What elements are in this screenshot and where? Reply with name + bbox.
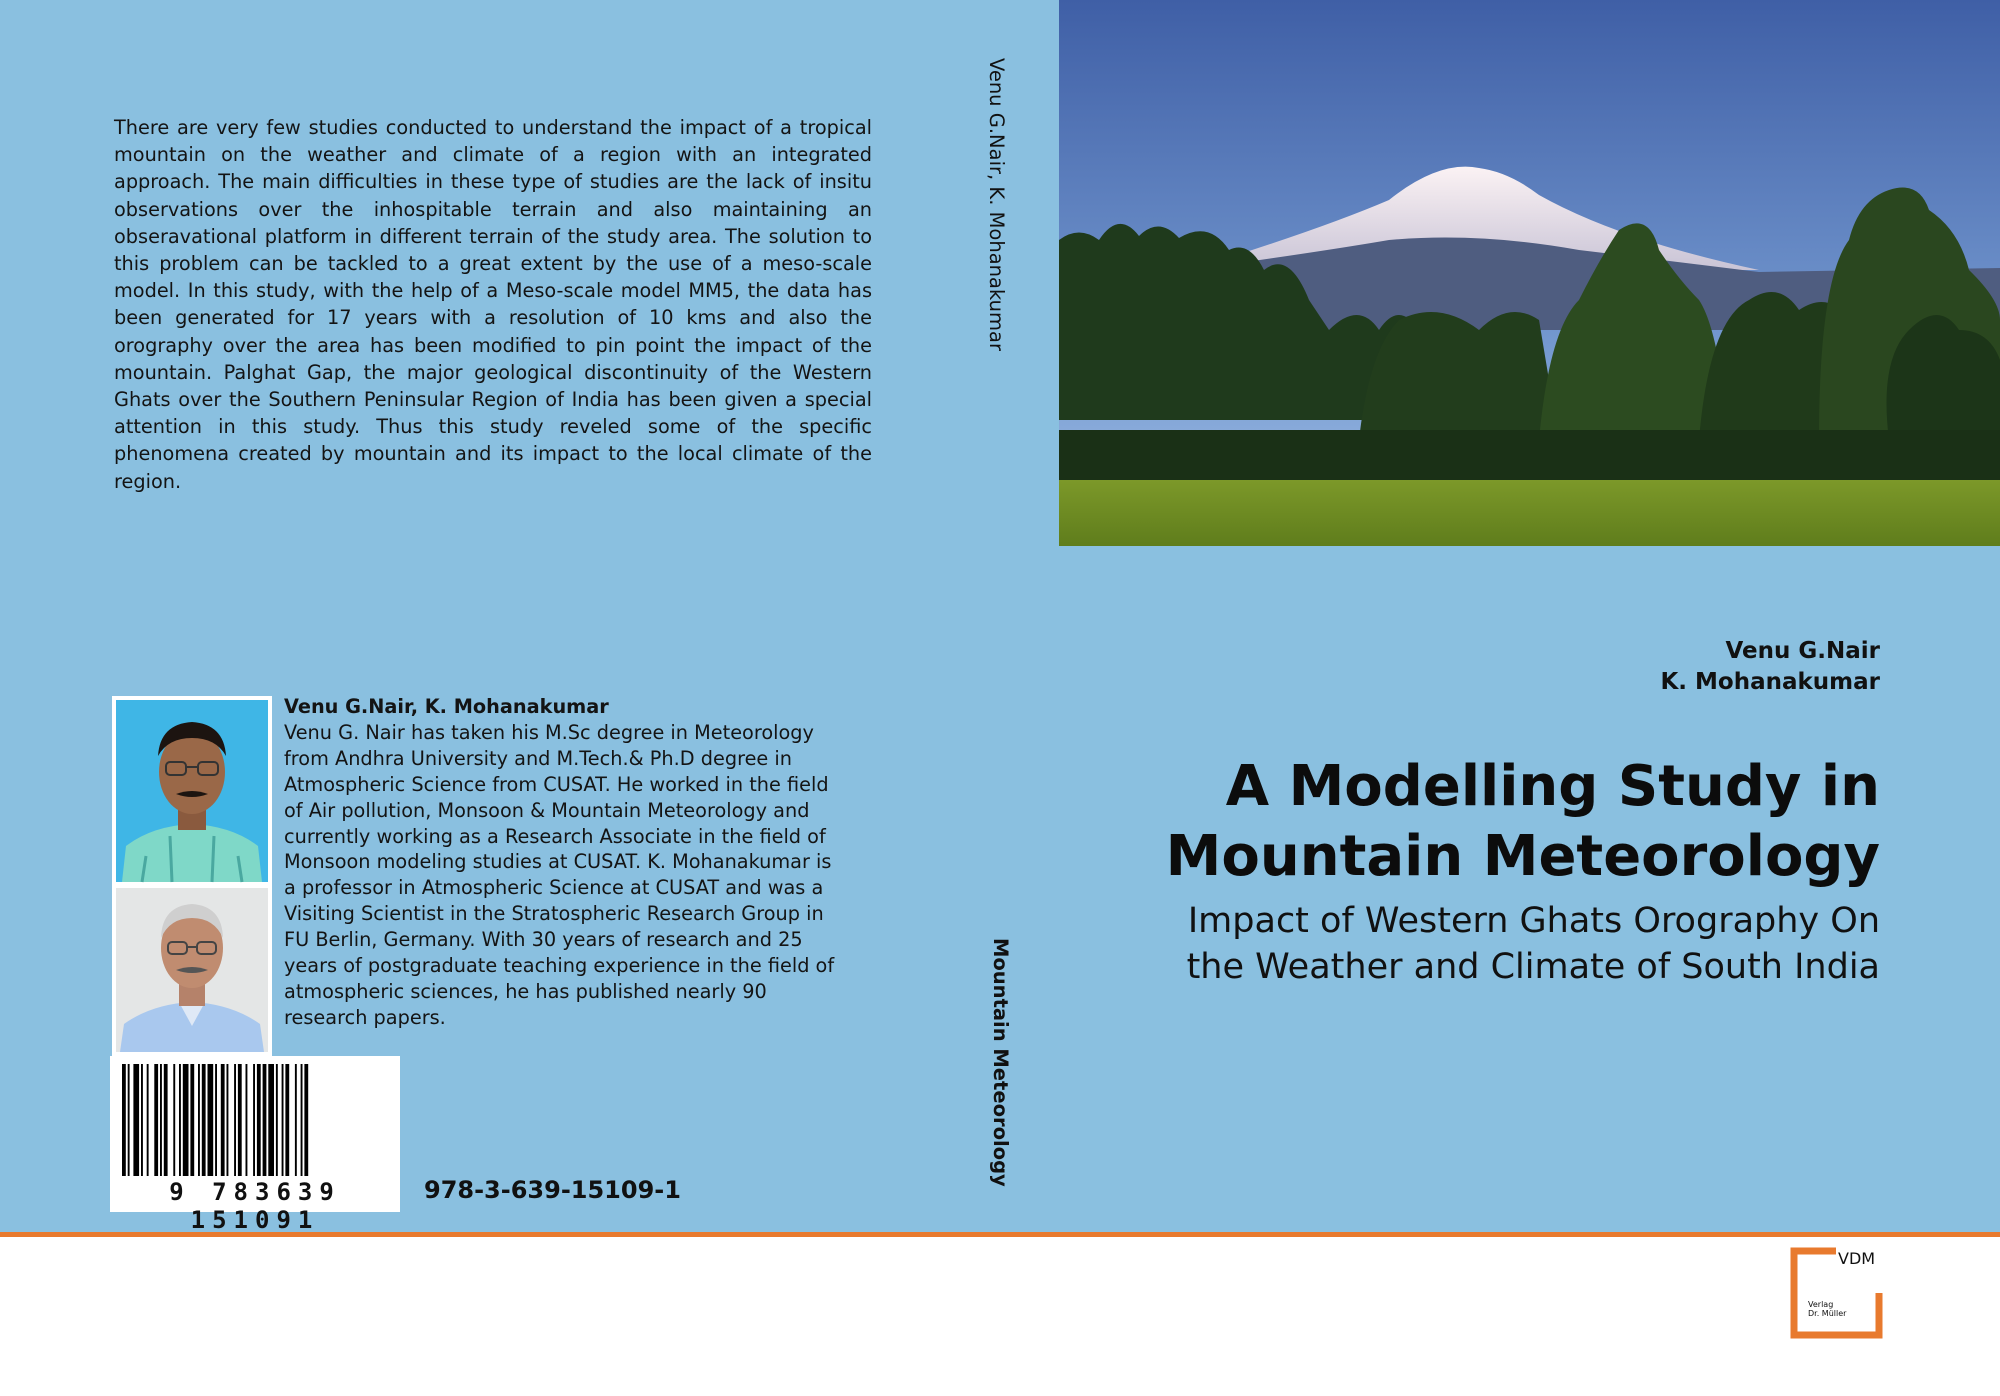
barcode-bar: [154, 1064, 158, 1176]
barcode-bar: [147, 1064, 149, 1176]
front-author-2: K. Mohanakumar: [1660, 669, 1880, 695]
barcode-bar: [164, 1064, 168, 1176]
barcode-bar: [301, 1064, 303, 1176]
barcode-bar: [227, 1064, 229, 1176]
publisher-line-1: Verlag: [1808, 1300, 1834, 1309]
barcode-bar: [238, 1064, 242, 1176]
publisher-line-2: Dr. Müller: [1808, 1309, 1847, 1318]
bottom-strip: [0, 1237, 2000, 1396]
barcode-bar: [263, 1064, 267, 1176]
barcode-bar: [160, 1064, 162, 1176]
barcode-bar: [128, 1064, 130, 1176]
barcode-bar: [304, 1064, 308, 1176]
barcode-bar: [268, 1064, 274, 1176]
front-authors: [1660, 636, 1880, 698]
barcode-bar: [282, 1064, 284, 1176]
mountain-landscape-image: [1059, 0, 2000, 546]
cover-photo-mountain: [1059, 0, 2000, 546]
book-title-line-1: A Modelling Study in: [1225, 754, 1880, 819]
barcode-bar: [285, 1064, 289, 1176]
book-title: [1166, 752, 1880, 892]
barcode-bar: [202, 1064, 206, 1176]
barcode-bar: [190, 1064, 194, 1176]
book-subtitle: [1187, 898, 1880, 990]
publisher-name: VDM: [1838, 1249, 1876, 1268]
book-title-line-2: Mountain Meteorology: [1165, 824, 1880, 889]
barcode-bar: [133, 1064, 139, 1176]
barcode-bar: [234, 1064, 236, 1176]
barcode-bar: [295, 1064, 297, 1176]
barcode-bar: [215, 1064, 217, 1176]
author-bio-header: Venu G.Nair, K. Mohanakumar: [284, 695, 609, 718]
front-author-1: Venu G.Nair: [1725, 638, 1880, 664]
barcode-bar: [221, 1064, 225, 1176]
barcode-bars: [110, 1056, 400, 1180]
book-subtitle-line-2: the Weather and Climate of South India: [1186, 947, 1880, 987]
spine-title: Mountain Meteorology: [989, 938, 1012, 1187]
portrait-image: [112, 886, 272, 1056]
barcode-bar: [173, 1064, 175, 1176]
barcode: [110, 1056, 400, 1234]
spine-authors: Venu G.Nair, K. Mohanakumar: [985, 58, 1008, 351]
barcode-bar: [208, 1064, 214, 1176]
back-cover-blurb: There are very few studies conducted to understand the impact of a tropical mountain on the weather and climate of a region with an integrated approach. The main difficulties in these type of studies are the lack of insitu observations over the inhospitable terrain and also maintaining an obseravational platform in different terrain of the study area. The solution to this problem can be tackled to a great extent by the use of a meso-scale model. In this study, with the help of a Meso-scale model MM5, the data has been generated for 17 years with a resolution of 10 kms and also the orography over the area has been modified to pin point the impact of the mountain. Palghat Gap, the major geological discontinuity of the Western Ghats over the Southern Peninsular Region of India has been given a special attention in this study. Thus this study reveled some of the specific phenomena created by mountain and its impact to the local climate of the region.: [114, 116, 872, 493]
portrait-image: [112, 696, 272, 886]
barcode-bar: [122, 1064, 126, 1176]
barcode-digits: 9 783639 151091: [169, 1178, 341, 1234]
barcode-bar: [276, 1064, 278, 1176]
barcode-bar: [183, 1064, 189, 1176]
publisher-subtext: [1808, 1300, 1846, 1318]
book-subtitle-line-1: Impact of Western Ghats Orography On: [1187, 901, 1880, 941]
author-photo-venu: [112, 696, 272, 886]
barcode-bar: [141, 1064, 143, 1176]
author-photo-mohanakumar: [112, 886, 272, 1056]
isbn-number: 978-3-639-15109-1: [424, 1176, 681, 1204]
barcode-bar: [179, 1064, 181, 1176]
author-bio-block: [284, 694, 844, 1031]
author-bio-text: Venu G. Nair has taken his M.Sc degree in Meteorology from Andhra University and M.Tech.& Ph.D degree in Atmospheric Science from CUSAT. He worked in the field of Air pollution, Monsoon & Mountain Meteorology and currently working as a Research Associate in the field of Monsoon modeling studies at CUSAT. K. Mohanakumar is a professor in Atmospheric Science at CUSAT and was a Visiting Scientist in the Stratospheric Research Group in FU Berlin, Germany. With 30 years of research and 25 years of postgraduate teaching experience in the field of atmospheric sciences, he has published nearly 90 research papers.: [284, 720, 835, 1029]
barcode-bar: [198, 1064, 200, 1176]
barcode-bar: [253, 1064, 255, 1176]
barcode-bar: [257, 1064, 261, 1176]
barcode-bar: [246, 1064, 248, 1176]
